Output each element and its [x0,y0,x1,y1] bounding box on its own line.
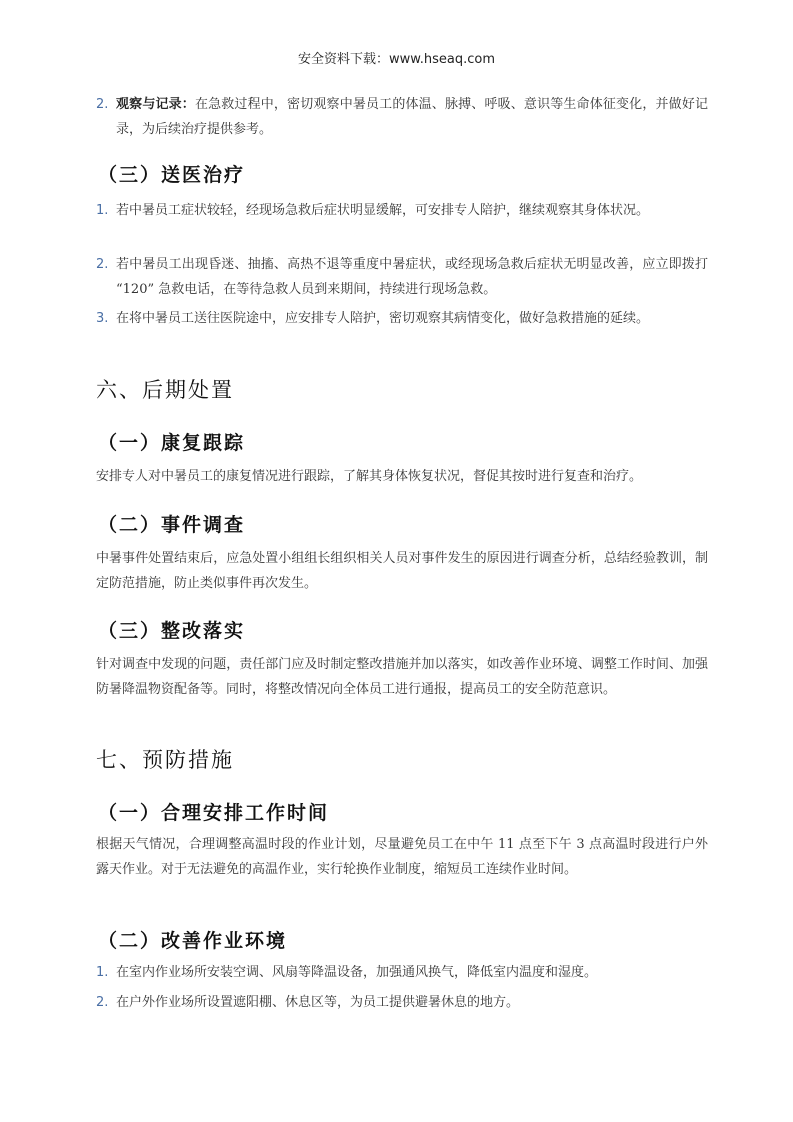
list-number: 2. [96,995,109,1010]
list-number: 3. [96,311,109,326]
list-text: 若中暑员工出现昏迷、抽搐、高热不退等重度中暑症状，或经现场急救后症状无明显改善，应立即拨打 “120” 急救电话，在等待急救人员到来期间，持续进行现场急救。 [116,257,708,297]
heading-rehab: （一）康复跟踪 [98,432,246,454]
paragraph-investigation: 中暑事件处置结束后，应急处置小组组长组织相关人员对事件发生的原因进行调查分析，总结经验教训，制定防范措施，防止类似事件再次发生。 [96,551,708,591]
heading-work-time: （一）合理安排工作时间 [98,802,330,824]
paragraph-rehab: 安排专人对中暑员工的康复情况进行跟踪，了解其身体恢复状况，督促其按时进行复查和治疗。 [96,469,643,484]
heading-investigation: （二）事件调查 [98,514,246,536]
heading-rectification: （三）整改落实 [98,620,246,642]
list-text: 若中暑员工症状较轻，经现场急救后症状明显缓解，可安排专人陪护，继续观察其身体状况。 [116,203,650,218]
heading-environment: （二）改善作业环境 [98,930,288,952]
list-item-observe [96,92,708,142]
header-text: 安全资料下载：www.hseaq.com [298,52,495,67]
list-number: 1. [96,965,109,980]
paragraph-rectification: 针对调查中发现的问题，责任部门应及时制定整改措施并加以落实，如改善作业环境、调整工作时间、加强防暑降温物资配备等。同时，将整改情况向全体员工进行通报，提高员工的安全防范意识。 [96,657,708,697]
list-item-hospital-1 [96,198,708,223]
list-number: 1. [96,203,109,218]
list-item-hospital-2 [96,252,708,302]
page-header [0,48,793,67]
heading-section-6: 六、后期处置 [96,378,234,402]
list-number: 2. [96,97,109,112]
list-text: 在室内作业场所安装空调、风扇等降温设备，加强通风换气，降低室内温度和湿度。 [116,965,598,980]
list-item-hospital-3 [96,306,708,331]
observe-text: 在急救过程中，密切观察中暑员工的体温、脉搏、呼吸、意识等生命体征变化，并做好记录，为后续治疗提供参考。 [116,97,708,137]
observe-bold-label: 观察与记录： [116,97,195,112]
list-item-environment-2 [96,990,708,1015]
list-text: 在将中暑员工送往医院途中，应安排专人陪护，密切观察其病情变化，做好急救措施的延续。 [116,311,650,326]
heading-section-7: 七、预防措施 [96,748,234,772]
list-text: 在户外作业场所设置遮阳棚、休息区等，为员工提供避暑休息的地方。 [116,995,520,1010]
list-item-environment-1 [96,960,708,985]
heading-hospital: （三）送医治疗 [98,164,246,186]
paragraph-work-time: 根据天气情况，合理调整高温时段的作业计划，尽量避免员工在中午 11 点至下午 3 点高温时段进行户外露天作业。对于无法避免的高温作业，实行轮换作业制度，缩短员工连续作业时间。 [96,837,708,877]
list-number: 2. [96,257,109,272]
